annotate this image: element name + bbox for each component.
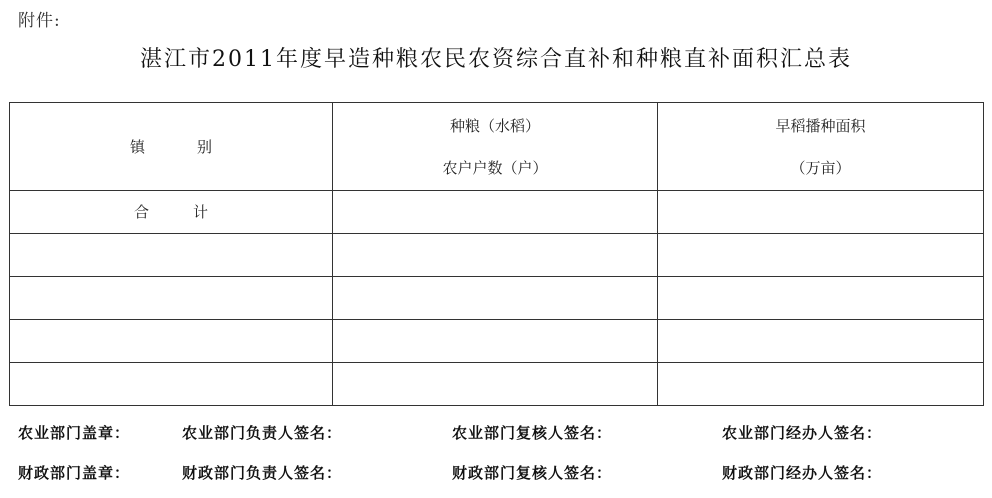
households-cell	[333, 363, 658, 406]
town-cell	[10, 320, 333, 363]
header-area-line2: （万亩）	[790, 158, 851, 177]
header-town-label: 镇别	[129, 138, 264, 156]
town-cell	[10, 363, 333, 406]
table-row	[10, 363, 984, 406]
area-cell	[658, 363, 984, 406]
households-cell	[333, 320, 658, 363]
agriculture-handler-signature-label: 农业部门经办人签名：	[722, 424, 883, 442]
households-cell	[333, 234, 658, 277]
header-grain-line1: 种粮（水稻）	[449, 116, 540, 135]
header-grain-households	[333, 103, 658, 191]
summary-table	[9, 102, 984, 406]
finance-handler-signature-label: 财政部门经办人签名：	[722, 464, 883, 482]
header-town	[10, 103, 333, 191]
agriculture-head-signature-label: 农业部门负责人签名：	[182, 424, 343, 442]
finance-seal-label: 财政部门盖章：	[18, 464, 131, 482]
page-title: 湛江市2011年度早造种粮农民农资综合直补和种粮直补面积汇总表	[140, 47, 852, 72]
table-row	[10, 277, 984, 320]
finance-head-signature-label: 财政部门负责人签名：	[182, 464, 343, 482]
total-area-cell	[658, 191, 984, 234]
header-area-line1: 早稻播种面积	[775, 116, 866, 135]
finance-reviewer-signature-label: 财政部门复核人签名：	[452, 464, 613, 482]
agriculture-seal-label: 农业部门盖章：	[18, 424, 131, 442]
total-row	[10, 191, 984, 234]
total-label: 合计	[133, 203, 252, 221]
town-cell	[10, 277, 333, 320]
table-row	[10, 320, 984, 363]
table-header-row	[10, 103, 984, 191]
agriculture-reviewer-signature-label: 农业部门复核人签名：	[452, 424, 613, 442]
town-cell	[10, 234, 333, 277]
total-households-cell	[333, 191, 658, 234]
area-cell	[658, 277, 984, 320]
area-cell	[658, 234, 984, 277]
households-cell	[333, 277, 658, 320]
header-sowing-area	[658, 103, 984, 191]
area-cell	[658, 320, 984, 363]
total-label-cell	[10, 191, 333, 234]
table-row	[10, 234, 984, 277]
attachment-label: 附件:	[18, 11, 61, 31]
header-grain-line2: 农户户数（户）	[442, 158, 548, 177]
